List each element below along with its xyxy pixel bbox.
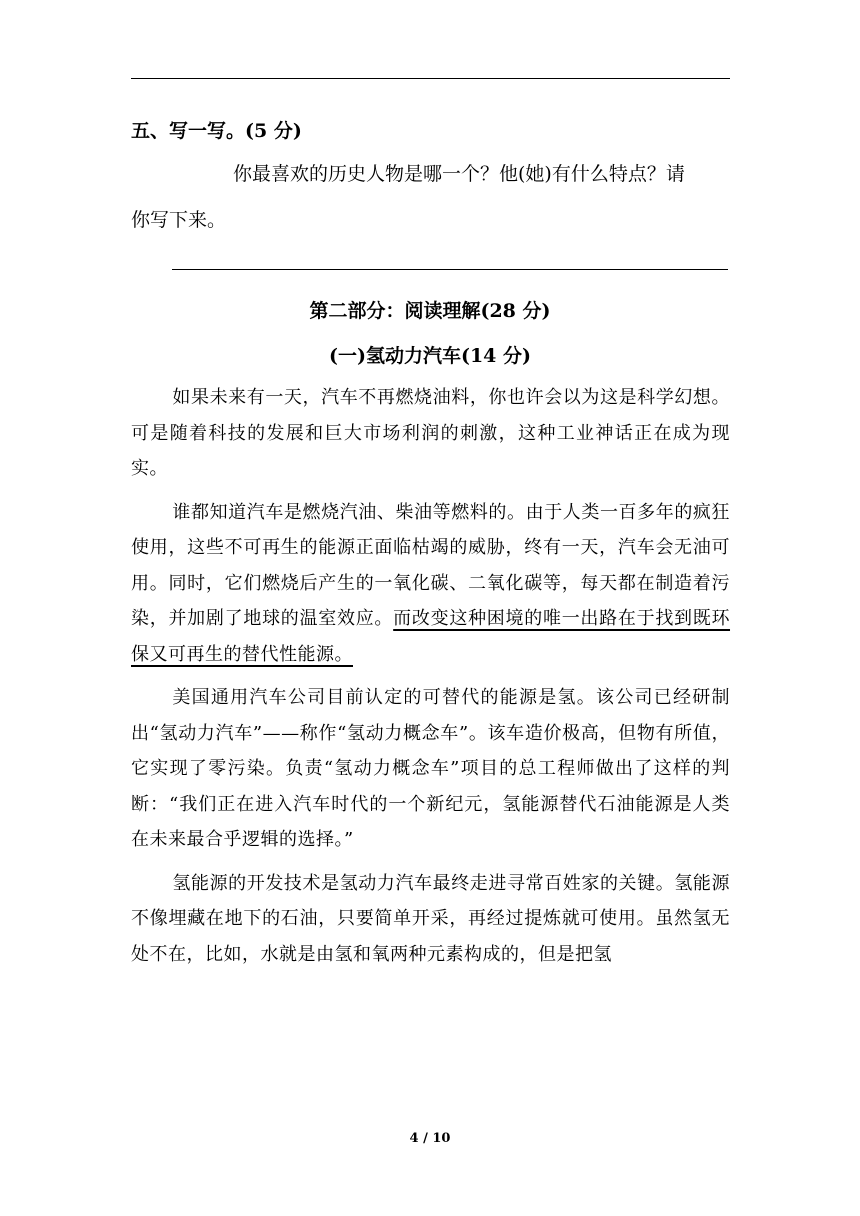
section-five-heading: 五、写一写。(5 分): [131, 120, 302, 142]
passage-paragraph-2-text: 谁都知道汽车是燃烧汽油、柴油等燃料的。由于人类一百多年的疯狂使用，这些不可再生的能源正面临枯竭的威胁，终有一天，汽车会无油可用。同时，它们燃烧后产生的一氧化碳、二氧化碳等，每天都在制造着污染，并加剧了地球的温室效应。: [131, 501, 730, 629]
writing-prompt-line-2: 你写下来。: [131, 209, 227, 231]
underlined-sentence: 而改变这种困境的唯一出路在于找到既环保又可再生的替代性能源。: [131, 608, 731, 665]
passage-paragraph-2: [131, 495, 730, 673]
writing-prompt-line-1: 你最喜欢的历史人物是哪一个？他(她)有什么特点？请: [233, 163, 685, 185]
header-rule: [131, 78, 730, 79]
answer-line: [172, 269, 728, 270]
passage-paragraph-3: 美国通用汽车公司目前认定的可替代的能源是氢。该公司已经研制出“氢动力汽车”——称作“氢动力概念车”。该车造价极高，但物有所值，它实现了零污染。负责“氢动力概念车”项目的总工程师做出了这样的判断：“我们正在进入汽车时代的一个新纪元，氢能源替代石油能源是人类在未来最合乎逻辑的选择。”: [131, 687, 730, 850]
part-two-title: 第二部分：阅读理解(28 分): [309, 300, 551, 322]
passage-paragraph-4: 氢能源的开发技术是氢动力汽车最终走进寻常百姓家的关键。氢能源不像埋藏在地下的石油，只要简单开采，再经过提炼就可使用。虽然氢无处不在，比如，水就是由氢和氧两种元素构成的，但是把氢: [131, 872, 730, 965]
reading-passage: [131, 380, 730, 980]
article-title: (一)氢动力汽车(14 分): [328, 345, 531, 367]
passage-paragraph-1: 如果未来有一天，汽车不再燃烧油料，你也许会以为这是科学幻想。可是随着科技的发展和巨大市场利润的刺激，这种工业神话正在成为现实。: [131, 387, 730, 479]
page-number: 4 / 10: [409, 1131, 451, 1146]
